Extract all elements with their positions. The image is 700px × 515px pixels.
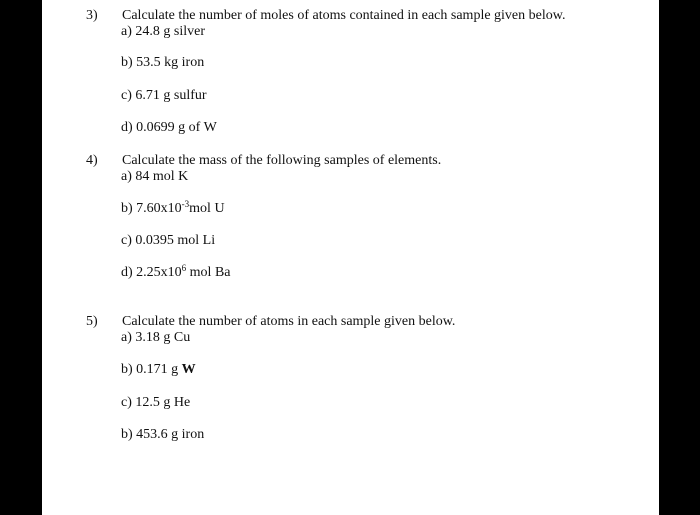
- worksheet-page: [42, 0, 659, 515]
- question-5-part-d: [121, 427, 204, 443]
- part-text: 453.6 g iron: [136, 427, 205, 442]
- part-mantissa: 7.60x10: [136, 201, 182, 216]
- part-text: 12.5 g He: [135, 395, 191, 410]
- part-value: 0.171 g: [136, 362, 179, 377]
- part-label: b): [121, 362, 133, 377]
- part-element-symbol: W: [181, 362, 196, 377]
- part-label: b): [121, 427, 133, 442]
- question-4-part-d: [121, 265, 231, 281]
- question-3-prompt: Calculate the number of moles of atoms contained in each sample given below.: [122, 8, 566, 23]
- part-text: 24.8 g silver: [135, 24, 205, 39]
- part-text: 53.5 kg iron: [136, 55, 205, 70]
- part-label: c): [121, 88, 132, 103]
- part-label: a): [121, 330, 132, 345]
- question-5-part-b: [121, 362, 196, 378]
- part-text: 0.0395 mol Li: [135, 233, 216, 248]
- question-4-prompt: Calculate the mass of the following samples of elements.: [122, 153, 442, 168]
- question-4-part-a: [121, 169, 188, 185]
- part-text: 0.0699 g of W: [136, 120, 217, 135]
- question-4-part-c: [121, 233, 215, 249]
- part-label: a): [121, 24, 132, 39]
- part-label: a): [121, 169, 132, 184]
- question-5-number: 5): [86, 314, 98, 329]
- question-3-part-a: [121, 24, 205, 40]
- part-label: c): [121, 395, 132, 410]
- part-text: 6.71 g sulfur: [135, 88, 207, 103]
- part-text: 84 mol K: [135, 169, 189, 184]
- part-unit: mol U: [189, 201, 225, 216]
- question-5-prompt: Calculate the number of atoms in each sample given below.: [122, 314, 456, 329]
- question-3-part-b: [121, 55, 204, 71]
- question-5-part-a: [121, 330, 190, 346]
- part-text: 3.18 g Cu: [135, 330, 191, 345]
- part-mantissa: 2.25x10: [136, 265, 182, 280]
- question-3-number: 3): [86, 8, 98, 23]
- part-label: d): [121, 265, 133, 280]
- question-3-part-d: [121, 120, 217, 136]
- part-exponent: -3: [181, 199, 190, 209]
- question-5-part-c: [121, 395, 190, 411]
- question-4-part-b: [121, 201, 225, 217]
- part-label: c): [121, 233, 132, 248]
- question-4-number: 4): [86, 153, 98, 168]
- part-label: d): [121, 120, 133, 135]
- question-3-part-c: [121, 88, 207, 104]
- part-exponent: 6: [181, 263, 187, 273]
- part-label: b): [121, 55, 133, 70]
- part-label: b): [121, 201, 133, 216]
- part-unit: mol Ba: [186, 265, 231, 280]
